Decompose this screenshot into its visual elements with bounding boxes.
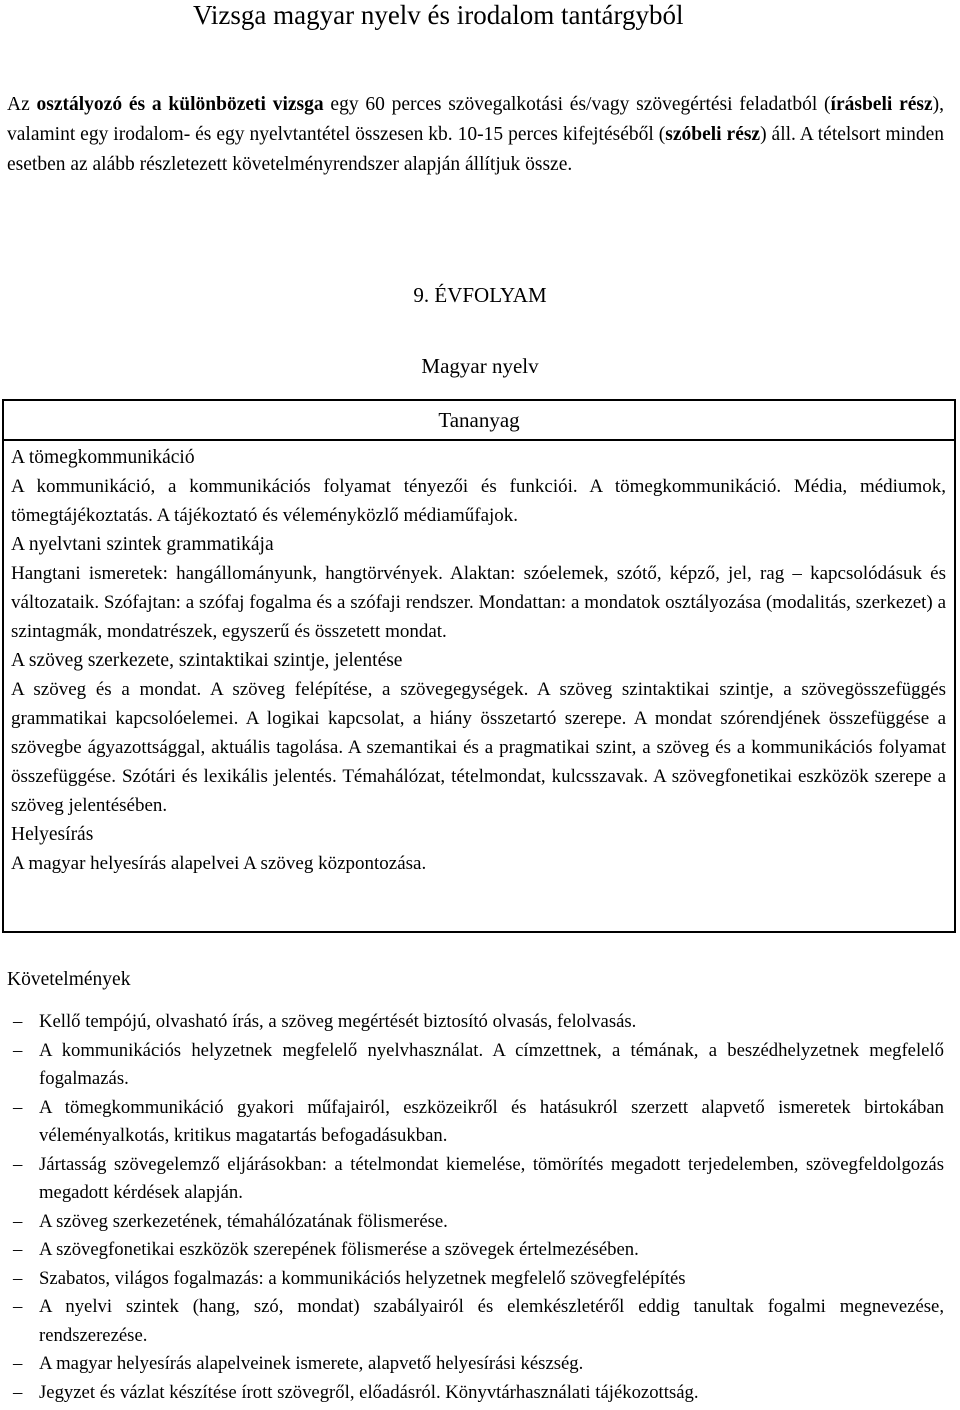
list-item-text: Kellő tempójú, olvasható írás, a szöveg megértését biztosító olvasás, felolvasás. — [39, 1011, 637, 1032]
list-item — [7, 1379, 944, 1408]
section-text-spelling: A magyar helyesírás alapelvei A szöveg központozása. — [11, 853, 427, 874]
curriculum-header — [4, 401, 954, 441]
list-item-text: A tömegkommunikáció gyakori műfajairól, eszközeikről és hatásukról szerzett alapvető ismeretek birtokában véleményalkotás, kritikus magatartás befogadásukban. — [39, 1096, 944, 1146]
dash-bullet: – — [13, 1210, 23, 1232]
dash-bullet: – — [13, 1039, 23, 1061]
list-item-text: A nyelvi szintek (hang, szó, mondat) szabályairól és elemkészletéről eddig tanultak fogalmi megnevezése, rendszerezése. — [39, 1296, 944, 1346]
list-item — [7, 1350, 944, 1379]
section-heading-text-structure: A szöveg szerkezete, szintaktikai szintje, jelentése — [11, 650, 403, 671]
list-item — [7, 1094, 944, 1151]
section-text-mass-communication: A kommunikáció, a kommunikációs folyamat tényezői és funkciói. A tömegkommunikáció. Média, médiumok, tömegtájékoztatás. A tájékoztató és véleményközlő médiaműfajok. — [11, 476, 946, 526]
list-item — [7, 1151, 944, 1208]
list-item — [7, 1265, 944, 1294]
dash-bullet: – — [13, 1239, 23, 1260]
curriculum-box — [2, 399, 956, 933]
list-item-text: A szövegfonetikai eszközök szerepének fölismerése a szövegek értelmezésében. — [39, 1239, 639, 1260]
list-item — [7, 1208, 944, 1237]
page-title: Vizsga magyar nyelv és irodalom tantárgyból — [193, 0, 684, 30]
intro-bold-written-part: írásbeli rész — [830, 94, 933, 115]
requirements-heading: Követelmények — [7, 969, 131, 990]
intro-bold-exam-type: osztályozó és a különbözeti vizsga — [36, 94, 324, 115]
curriculum-header-label: Tananyag — [438, 408, 520, 432]
intro-paragraph — [7, 90, 944, 180]
requirements-list — [7, 1008, 944, 1407]
list-item-text: A kommunikációs helyzetnek megfelelő nyelvhasználat. A címzettnek, a témának, a beszédhelyzetnek megfelelő fogalmazás. — [39, 1039, 944, 1089]
list-item — [7, 1293, 944, 1350]
section-heading-spelling: Helyesírás — [11, 824, 94, 845]
section-text-grammar-levels: Hangtani ismeretek: hangállományunk, hangtörvények. Alaktan: szóelemek, szótő, képző, jel, rag – kapcsolódásuk és változataik. Szófajtan: a szófaj fogalma és a szófaji rendszer. Mondattan: a mondatok osztályozása (modalitás, szerkezet) a szintagmák, mondatrészek, egyszerű és összetett mondat. — [11, 563, 946, 642]
list-item-text: A szöveg szerkezetének, témahálózatának fölismerése. — [39, 1210, 448, 1232]
list-item — [7, 1008, 944, 1037]
intro-text-1: Az — [7, 94, 37, 115]
list-item — [7, 1037, 944, 1094]
dash-bullet: – — [13, 1296, 23, 1317]
grade-heading: 9. ÉVFOLYAM — [413, 283, 547, 307]
intro-bold-oral-part: szóbeli rész — [665, 124, 761, 145]
list-item-text: Jártasság szövegelemző eljárásokban: a tételmondat kiemelése, tömörítés megadott terjedelemben, szövegfeldolgozás megadott kérdések alapján. — [39, 1153, 944, 1203]
list-item-text: Szabatos, világos fogalmazás: a kommunikációs helyzetnek megfelelő szövegfelépítés — [39, 1267, 686, 1289]
list-item-text: A magyar helyesírás alapelveinek ismerete, alapvető helyesírási készség. — [39, 1353, 584, 1374]
list-item-text: Jegyzet és vázlat készítése írott szövegről, előadásról. Könyvtárhasználati tájékozottság. — [39, 1381, 699, 1403]
intro-text-3: ), valamint egy irodalom- és egy nyelvtantétel összesen kb. 10-15 perces kifejtéséből ( — [7, 94, 945, 145]
dash-bullet: – — [13, 1096, 23, 1118]
dash-bullet: – — [13, 1011, 23, 1032]
section-heading-mass-communication: A tömegkommunikáció — [11, 447, 195, 468]
dash-bullet: – — [13, 1267, 23, 1289]
section-text-text-structure: A szöveg és a mondat. A szöveg felépítése, a szövegegységek. A szöveg szintaktikai szintje, a szövegösszefüggés grammatikai kapcsolóelemei. A logikai kapcsolat, a hiány összetartó szerepe. A mondat szórendjének összefüggése a szövegbe ágyazottsággal, aktuális tagolása. A szemantikai és a pragmatikai szint, a szöveg és a kommunikációs folyamat összefüggése. Szótári és lexikális jelentés. Témahálózat, tételmondat, kulcsszavak. A szövegfonetikai eszközök szerepe a szöveg jelentésében. — [11, 679, 946, 816]
dash-bullet: – — [13, 1353, 23, 1374]
dash-bullet: – — [13, 1381, 23, 1403]
subject-heading: Magyar nyelv — [421, 354, 539, 378]
dash-bullet: – — [13, 1153, 23, 1175]
intro-text-4: ) áll. A tételsort minden esetben az alább részletezett követelményrendszer alapján állítjuk össze. — [7, 124, 945, 175]
section-heading-grammar-levels: A nyelvtani szintek grammatikája — [11, 534, 274, 555]
intro-text-2: egy 60 perces szövegalkotási és/vagy szövegértési feladatból ( — [323, 94, 831, 115]
list-item — [7, 1236, 944, 1265]
curriculum-body — [11, 443, 946, 878]
